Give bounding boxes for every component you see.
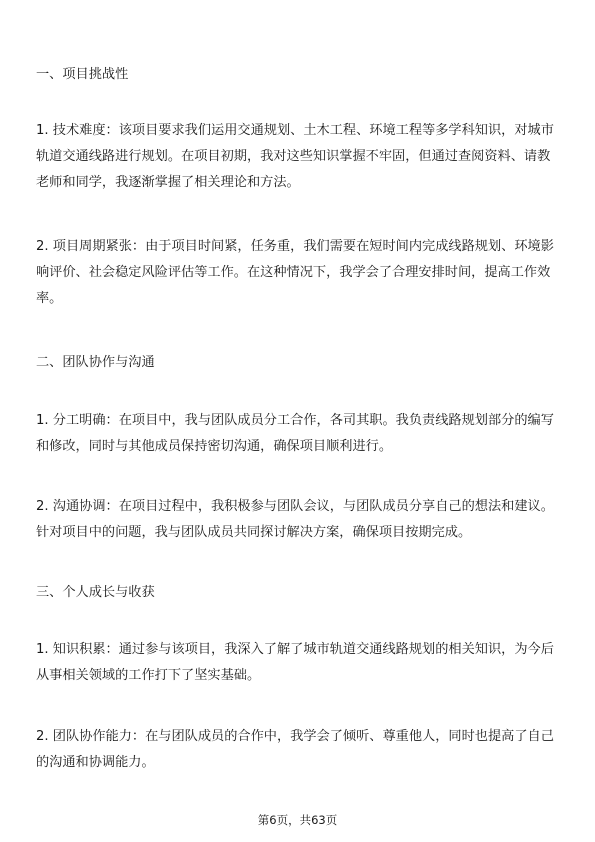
paragraph-tight-schedule: 2. 项目周期紧张：由于项目时间紧，任务重，我们需要在短时间内完成线路规划、环境影响评价、社会稳定风险评估等工作。在这种情况下，我学会了合理安排时间，提高工作效率。	[36, 239, 554, 306]
paragraph-technical-difficulty: 1. 技术难度：该项目要求我们运用交通规划、土木工程、环境工程等多学科知识，对城市轨道交通线路进行规划。在项目初期，我对这些知识掌握不牢固，但通过查阅资料、请教老师和同学，我逐渐掌握了相关理论和方法。	[36, 123, 554, 190]
paragraph-communication: 2. 沟通协调：在项目过程中，我积极参与团队会议，与团队成员分享自己的想法和建议。针对项目中的问题，我与团队成员共同探讨解决方案，确保项目按期完成。	[36, 499, 554, 540]
section-heading-challenge: 一、项目挑战性	[36, 67, 129, 82]
paragraph-knowledge: 1. 知识积累：通过参与该项目，我深入了解了城市轨道交通线路规划的相关知识，为今后从事相关领域的工作打下了坚实基础。	[36, 642, 554, 683]
paragraph-division-of-work: 1. 分工明确：在项目中，我与团队成员分工合作，各司其职。我负责线路规划部分的编写和修改，同时与其他成员保持密切沟通，确保项目顺利进行。	[36, 413, 554, 454]
page-number: 第6页，共63页	[257, 813, 338, 827]
section-heading-growth: 三、个人成长与收获	[36, 585, 155, 600]
section-heading-teamwork: 二、团队协作与沟通	[36, 355, 155, 370]
paragraph-teamwork-ability: 2. 团队协作能力：在与团队成员的合作中，我学会了倾听、尊重他人，同时也提高了自己的沟通和协调能力。	[36, 729, 554, 770]
